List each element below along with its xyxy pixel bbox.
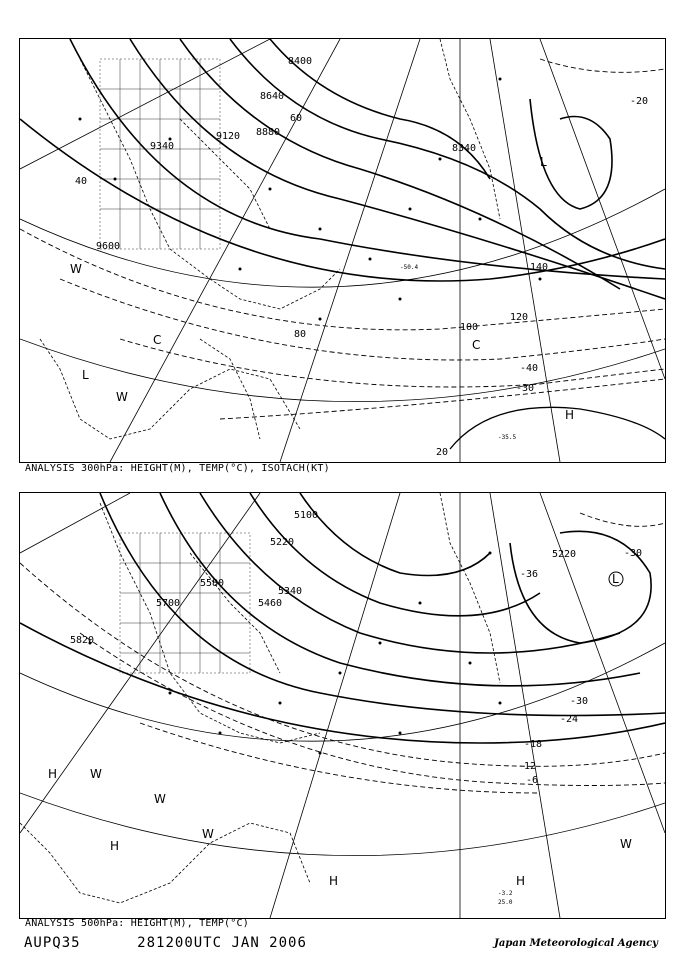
station-value: -3.2 xyxy=(498,890,513,897)
caption-500hpa: ANALYSIS 500hPa: HEIGHT(M), TEMP(°C) xyxy=(25,918,249,929)
height-label: 5100 xyxy=(294,510,319,521)
height-contours xyxy=(20,39,665,299)
warm-marker: W xyxy=(154,792,166,806)
height-label: 8340 xyxy=(452,143,477,154)
height-labels-300 xyxy=(96,56,476,252)
low-marker: L xyxy=(612,572,619,586)
temp-label: -30 xyxy=(570,696,589,707)
height-label: 9340 xyxy=(150,141,175,152)
warm-marker: W xyxy=(620,837,632,851)
map-300hpa xyxy=(20,39,665,462)
height-label: 9600 xyxy=(96,241,121,252)
height-label: 5340 xyxy=(278,586,303,597)
height-contours xyxy=(20,493,665,743)
isotach-label: 120 xyxy=(510,312,529,323)
isotach-label: 20 xyxy=(436,447,449,458)
station-marks xyxy=(79,78,542,321)
temp-label: -30 xyxy=(516,383,535,394)
temp-label: -24 xyxy=(560,714,579,725)
height-label: 9120 xyxy=(216,131,241,142)
temp-label: -18 xyxy=(524,739,543,750)
height-label: 5820 xyxy=(70,635,95,646)
high-marker: H xyxy=(329,874,339,888)
temp-label: -35.5 xyxy=(498,434,517,441)
pressure-systems-500 xyxy=(48,572,632,888)
warm-marker: W xyxy=(202,827,214,841)
low-marker: L xyxy=(82,368,89,382)
temp-label: -40 xyxy=(520,363,539,374)
temp-label: -6 xyxy=(526,775,539,786)
height-label: 8640 xyxy=(260,91,285,102)
isotach-label: 60 xyxy=(290,113,303,124)
warm-marker: W xyxy=(116,390,128,404)
caption-300hpa: ANALYSIS 300hPa: HEIGHT(M), TEMP(°C), ISOTACH(KT) xyxy=(25,463,330,474)
station-sample xyxy=(498,890,513,906)
height-label: 8880 xyxy=(256,127,281,138)
agency-name: Japan Meteorological Agency xyxy=(494,938,658,949)
cold-marker: C xyxy=(153,333,162,347)
height-label: 5220 xyxy=(270,537,295,548)
isotachs xyxy=(20,59,665,419)
map-500hpa xyxy=(20,493,665,918)
high-marker: H xyxy=(516,874,526,888)
high-marker: H xyxy=(48,767,58,781)
height-label: 5700 xyxy=(156,598,181,609)
cold-marker: C xyxy=(472,338,481,352)
height-label: 5460 xyxy=(258,598,283,609)
low-marker: L xyxy=(540,155,547,169)
valid-datetime: 281200UTC JAN 2006 xyxy=(137,935,307,951)
coastlines xyxy=(20,493,500,903)
chart-300hpa xyxy=(19,38,666,463)
high-marker: H xyxy=(565,408,575,422)
station-value: 25.0 xyxy=(498,899,513,906)
temp-label: -12 xyxy=(518,761,537,772)
isotach-label: 40 xyxy=(75,176,88,187)
temp-label: -50.4 xyxy=(400,264,419,271)
temp-label: -36 xyxy=(520,569,539,580)
warm-marker: W xyxy=(90,767,102,781)
isotach-label: 100 xyxy=(460,322,479,333)
hatched-area xyxy=(100,59,220,249)
height-label: 5580 xyxy=(200,578,225,589)
temp-labels-500 xyxy=(518,548,642,786)
temp-label: -20 xyxy=(630,96,649,107)
product-code xyxy=(24,935,307,951)
high-marker: H xyxy=(110,839,120,853)
isotach-label: 80 xyxy=(294,329,307,340)
chart-500hpa xyxy=(19,492,666,919)
temp-label: -30 xyxy=(624,548,643,559)
hatched-area xyxy=(120,533,250,673)
height-label: 5220 xyxy=(552,549,577,560)
height-label: 8400 xyxy=(288,56,313,67)
isotach-label: 140 xyxy=(530,262,549,273)
warm-marker: W xyxy=(70,262,82,276)
product-id: AUPQ35 xyxy=(24,935,81,951)
